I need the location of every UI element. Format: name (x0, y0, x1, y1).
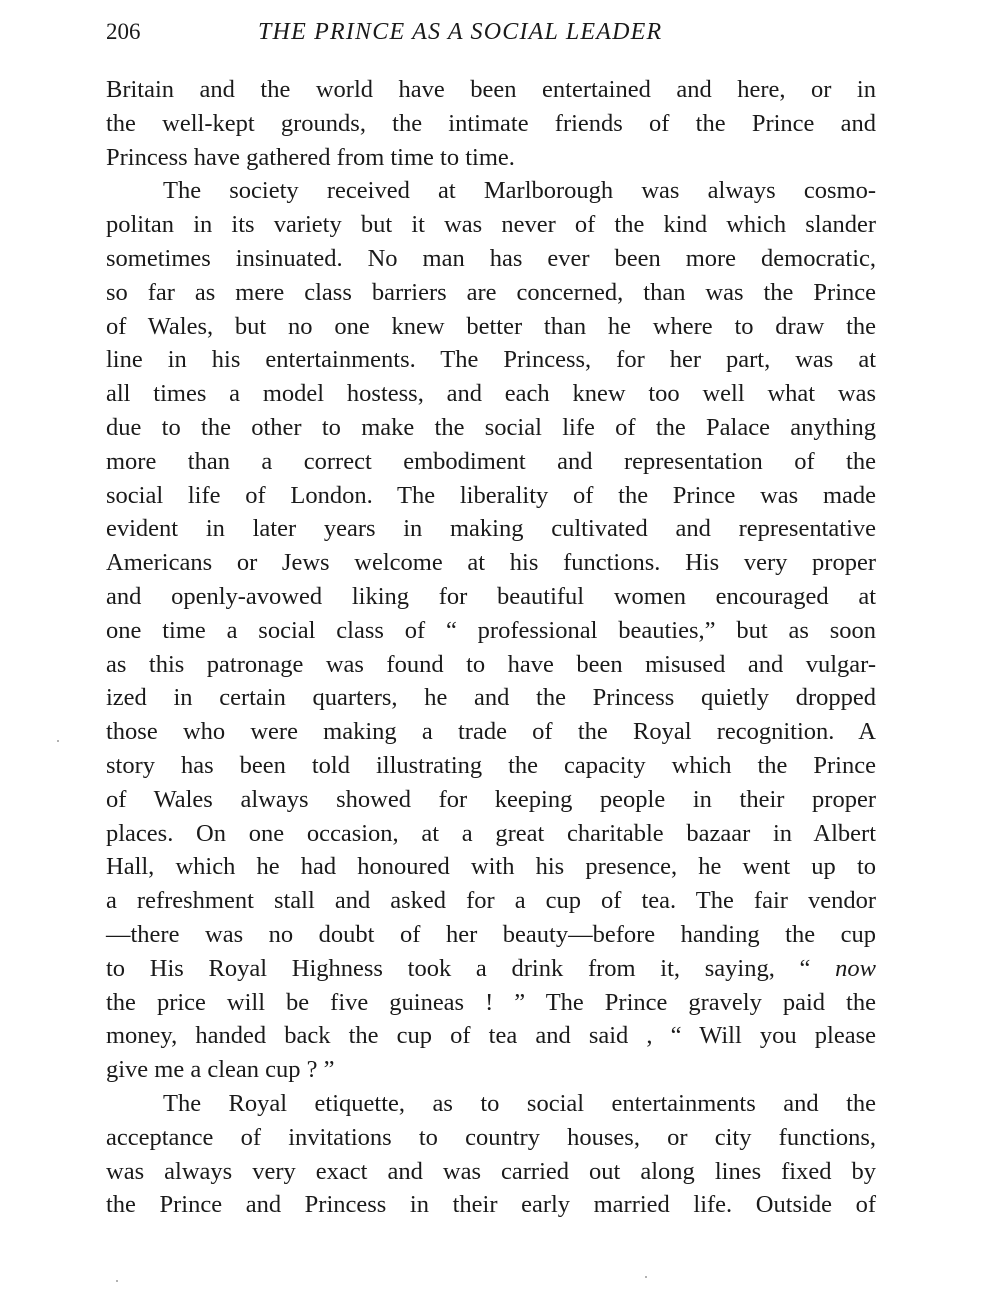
text-line: ized in certain quarters, he and the Princess quietly dropped (106, 684, 876, 712)
text-line: Britain and the world have been entertained and here, or in (106, 76, 876, 103)
text-line: as this patronage was found to have been misused and vulgar- (106, 650, 876, 678)
text-line: Hall, which he had honoured with his presence, he went up to (106, 853, 876, 881)
text-line: more than a correct embodiment and representation of the (106, 447, 876, 475)
text-line: the well-kept grounds, the intimate friends of the Prince and (106, 109, 876, 137)
text-line: places. On one occasion, at a great charitable bazaar in Albert (106, 819, 876, 847)
text-line: Americans or Jews welcome at his functions. His very proper (106, 549, 876, 577)
text-line: and openly-avowed liking for beautiful women encouraged at (106, 582, 876, 610)
scan-speck (116, 1280, 118, 1282)
text-line: so far as mere class barriers are concerned, than was the Prince (106, 278, 876, 306)
text-line-start: to His Royal Highness took a drink from it, saying, “ (106, 954, 836, 982)
text-line: the price will be five guineas ! ” The Prince gravely paid the (106, 988, 876, 1016)
text-line (106, 952, 876, 986)
italic-word: now (835, 954, 876, 982)
text-line: one time a social class of “ professional beauties,” but as soon (106, 616, 876, 644)
text-line: evident in later years in making cultivated and representative (106, 515, 876, 543)
text-line: due to the other to make the social life of the Palace anything (106, 413, 876, 441)
body-text (106, 73, 876, 1222)
scan-speck (645, 1276, 647, 1278)
text-line: money, handed back the cup of tea and said , “ Will you please (106, 1022, 876, 1050)
text-line: politan in its variety but it was never of the kind which slander (106, 211, 876, 239)
text-line: social life of London. The liberality of the Prince was made (106, 481, 876, 509)
text-line: the Prince and Princess in their early married life. Outside of (106, 1191, 876, 1219)
running-head: THE PRINCE AS A SOCIAL LEADER (258, 19, 663, 45)
text-line: sometimes insinuated. No man has ever been more democratic, (106, 244, 876, 272)
text-line: was always very exact and was carried out along lines fixed by (106, 1157, 876, 1185)
text-line: Princess have gathered from time to time. (106, 143, 515, 171)
text-line: all times a model hostess, and each knew too well what was (106, 380, 876, 408)
text-line: a refreshment stall and asked for a cup of tea. The fair vendor (106, 887, 876, 915)
text-line: of Wales, but no one knew better than he where to draw the (106, 312, 876, 340)
text-line: —there was no doubt of her beauty—before handing the cup (106, 920, 876, 948)
page-number: 206 (106, 19, 141, 44)
paragraph-first-line: The society received at Marlborough was always cosmo- (163, 177, 876, 205)
text-line: line in his entertainments. The Princess, for her part, was at (106, 346, 876, 374)
paragraph-first-line: The Royal etiquette, as to social entertainments and the (163, 1089, 876, 1117)
text-line: give me a clean cup ? ” (106, 1056, 335, 1084)
scan-speck (57, 740, 59, 742)
text-line: acceptance of invitations to country houses, or city functions, (106, 1123, 876, 1151)
text-line: story has been told illustrating the capacity which the Prince (106, 751, 876, 779)
text-line: of Wales always showed for keeping people in their proper (106, 785, 876, 813)
text-line: those who were making a trade of the Royal recognition. A (106, 718, 876, 746)
